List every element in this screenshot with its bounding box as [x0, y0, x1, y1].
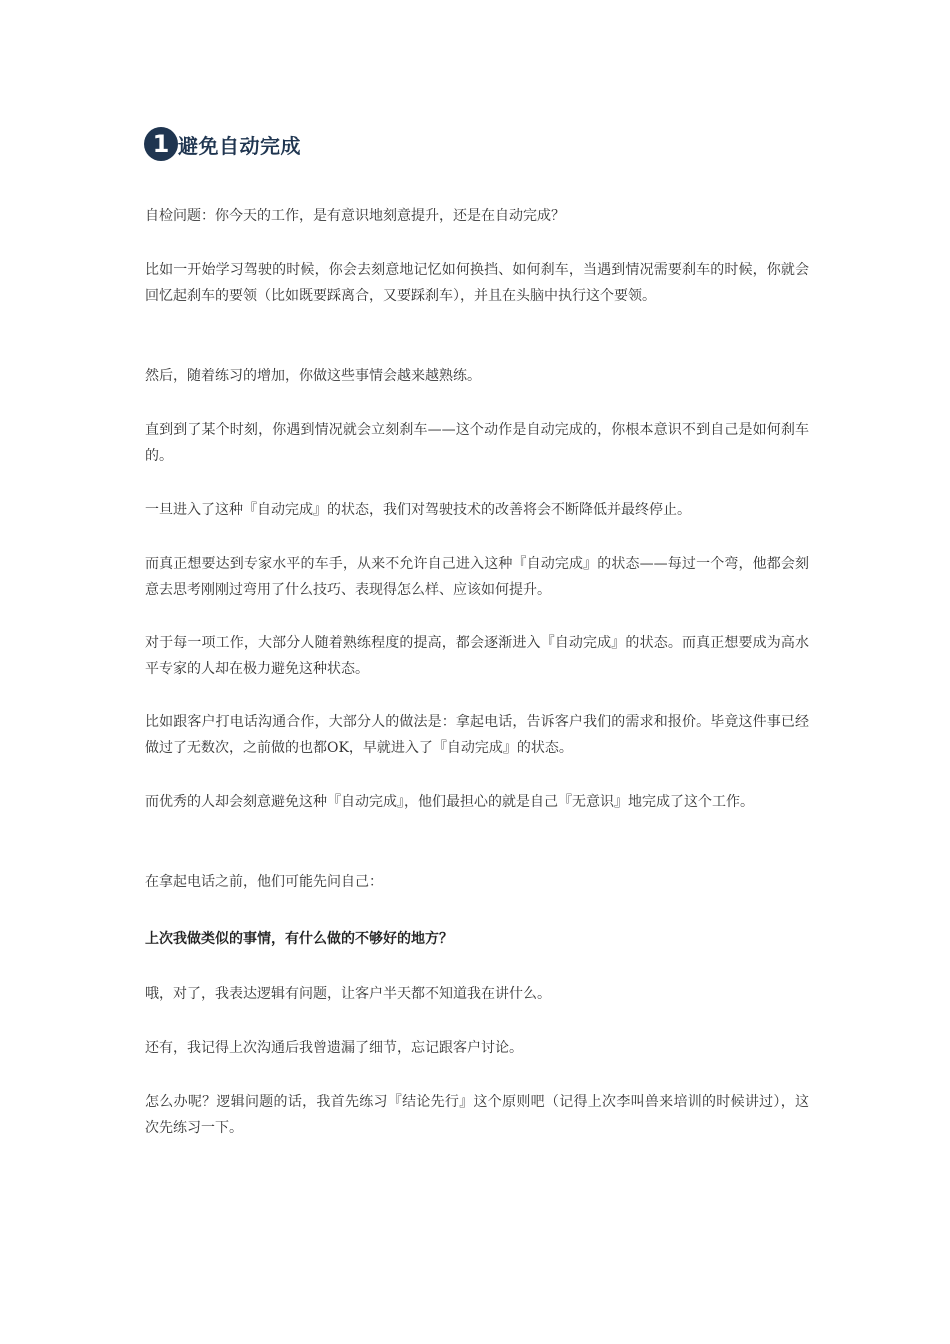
bold-question: 上次我做类似的事情，有什么做的不够好的地方？	[145, 931, 453, 947]
paragraph: 而优秀的人却会刻意避免这种『自动完成』，他们最担心的就是自己『无意识』地完成了这个工作。	[145, 794, 754, 810]
paragraph: 直到到了某个时刻，你遇到情况就会立刻刹车——这个动作是自动完成的，你根本意识不到自己是如何刹车的。	[145, 422, 809, 464]
paragraph: 而真正想要达到专家水平的车手，从来不允许自己进入这种『自动完成』的状态——每过一个弯，他都会刻意去思考刚刚过弯用了什么技巧、表现得怎么样、应该如何提升。	[145, 556, 809, 598]
paragraph: 然后，随着练习的增加，你做这些事情会越来越熟练。	[145, 368, 481, 384]
paragraph: 自检问题：你今天的工作，是有意识地刻意提升，还是在自动完成？	[145, 208, 565, 224]
paragraph: 还有，我记得上次沟通后我曾遗漏了细节，忘记跟客户讨论。	[145, 1040, 523, 1056]
section-number-badge: 1	[144, 127, 178, 161]
section-title: 避免自动完成	[178, 133, 301, 158]
section-heading	[144, 124, 301, 164]
paragraph: 在拿起电话之前，他们可能先问自己：	[145, 874, 383, 890]
paragraph: 哦，对了，我表达逻辑有问题，让客户半天都不知道我在讲什么。	[145, 986, 551, 1002]
paragraph: 对于每一项工作，大部分人随着熟练程度的提高，都会逐渐进入『自动完成』的状态。而真正想要成为高水平专家的人却在极力避免这种状态。	[145, 635, 809, 677]
paragraph: 怎么办呢？逻辑问题的话，我首先练习『结论先行』这个原则吧（记得上次李叫兽来培训的时候讲过），这次先练习一下。	[145, 1094, 809, 1136]
paragraph: 一旦进入了这种『自动完成』的状态，我们对驾驶技术的改善将会不断降低并最终停止。	[145, 502, 691, 518]
paragraph: 比如一开始学习驾驶的时候，你会去刻意地记忆如何换挡、如何刹车，当遇到情况需要刹车的时候，你就会回忆起刹车的要领（比如既要踩离合，又要踩刹车），并且在头脑中执行这个要领。	[145, 262, 809, 304]
paragraph: 比如跟客户打电话沟通合作，大部分人的做法是：拿起电话，告诉客户我们的需求和报价。毕竟这件事已经做过了无数次，之前做的也都OK，早就进入了『自动完成』的状态。	[145, 714, 809, 756]
